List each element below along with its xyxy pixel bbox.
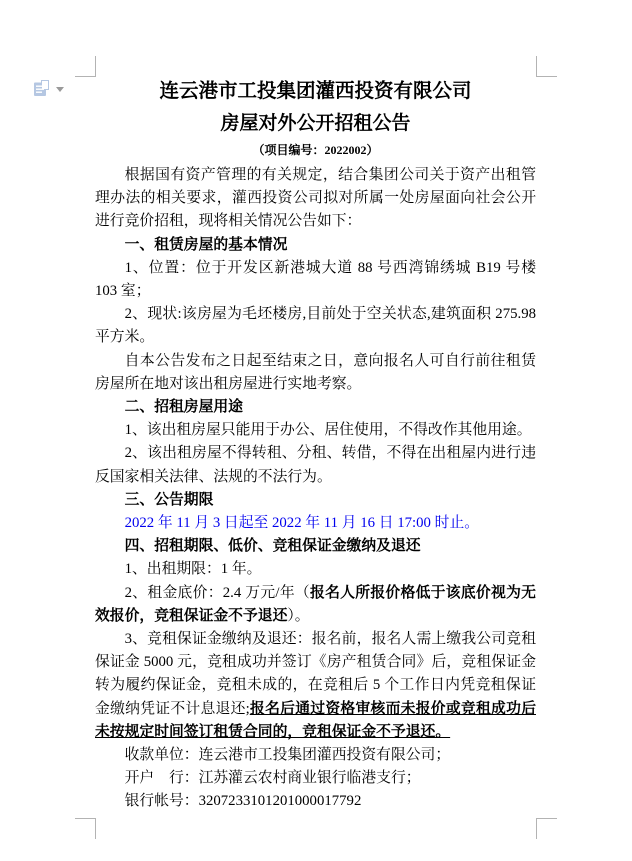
text-segment: 1、该出租房屋只能用于办公、居住使用，不得改作其他用途。: [124, 422, 532, 439]
section-heading: [95, 234, 536, 257]
text-segment: 1、位置：位于开发区新港城大道 88 号西湾锦绣城 B19 号楼 103 室；: [95, 259, 536, 300]
text-segment: 银行帐号：3207233101201000017792: [124, 793, 362, 810]
text-segment: 2、现状:该房屋为毛坯楼房,目前处于空关状态,建筑面积 275.98 平方米。: [95, 306, 536, 346]
document-subtitle: 房屋对外公开招租公告: [220, 113, 411, 134]
text-boundary-mark-bottom-right: [536, 818, 557, 839]
text-segment: 2、该出租房屋不得转租、分租、转借，不得在出租屋内进行违反国家相关法律、法规的不法行为。: [95, 445, 536, 485]
document-paragraph: [95, 790, 536, 813]
document-paragraph: [95, 767, 536, 790]
text-segment: 一、租赁房屋的基本情况: [124, 236, 288, 253]
text-segment: 三、公告期限: [124, 491, 214, 508]
document-paragraph: [95, 419, 536, 442]
text-segment: 开户 行：江苏灌云农村商业银行临港支行；: [124, 770, 421, 787]
document-body: [95, 164, 536, 814]
document-page: [95, 79, 536, 814]
text-boundary-mark-top-left: [75, 56, 96, 77]
document-paragraph: [95, 442, 536, 488]
text-segment: 二、招租房屋用途: [124, 399, 243, 416]
text-boundary-mark-top-right: [536, 56, 557, 77]
text-segment: 自本公告发布之日起至结束之日，意向报名人可自行前往租赁房屋所在地对该出租房屋进行实地考察。: [95, 352, 536, 392]
document-title: 连云港市工投集团灌西投资有限公司: [159, 81, 472, 102]
document-paragraph: [95, 558, 536, 581]
document-paragraph: [95, 512, 536, 535]
document-paragraph: [95, 164, 536, 234]
text-segment: 报名人所报价格低于该底价视为无效报价，竞租保证金不予退还: [95, 584, 536, 624]
paste-options-dropdown-icon[interactable]: [56, 87, 64, 92]
text-segment: ）。: [287, 607, 310, 624]
text-boundary-mark-bottom-left: [75, 818, 96, 839]
text-segment: 2022 年 11 月 3 日起至 2022 年 11 月 16 日 17:00 时止。: [124, 515, 480, 532]
text-segment: 收款单位：连云港市工投集团灌西投资有限公司；: [124, 747, 451, 764]
paste-options-clipboard-icon: [33, 80, 50, 103]
document-paragraph: [95, 257, 536, 303]
text-segment: 报名后通过资格审核而未报价或竞租成功后未按规定时间签订租赁合同的，竞租保证金不予退还。: [95, 700, 536, 740]
paste-options-button[interactable]: [33, 80, 64, 103]
project-number: （项目编号：2022002）: [252, 143, 379, 157]
text-segment: 1、出租期限：1 年。: [124, 561, 262, 578]
document-paragraph: [95, 628, 536, 744]
text-segment: 2、租金底价：2.4 万元/年（: [124, 584, 310, 601]
document-paragraph: [95, 350, 536, 396]
text-segment: 根据国有资产管理的有关规定，结合集团公司关于资产出租管理办法的相关要求，灌西投资公司拟对所属一处房屋面向社会公开进行竞价招租，现将相关情况公告如下：: [95, 167, 536, 230]
document-paragraph: [95, 303, 536, 349]
text-segment: 3、竞租保证金缴纳及退还：报名前，报名人需上缴我公司竞租保证金 5000 元，竞租成功并签订《房产租赁合同》后，竞租保证金转为履约保证金，竞租未成的，在竞租后 5 个工作日内凭竞租保证金缴纳凭证不计息退还;: [95, 631, 536, 717]
section-heading: [95, 396, 536, 419]
document-paragraph: [95, 582, 536, 628]
document-paragraph: [95, 744, 536, 767]
section-heading: [95, 535, 536, 558]
text-segment: 四、招租期限、低价、竞租保证金缴纳及退还: [124, 538, 421, 555]
section-heading: [95, 489, 536, 512]
